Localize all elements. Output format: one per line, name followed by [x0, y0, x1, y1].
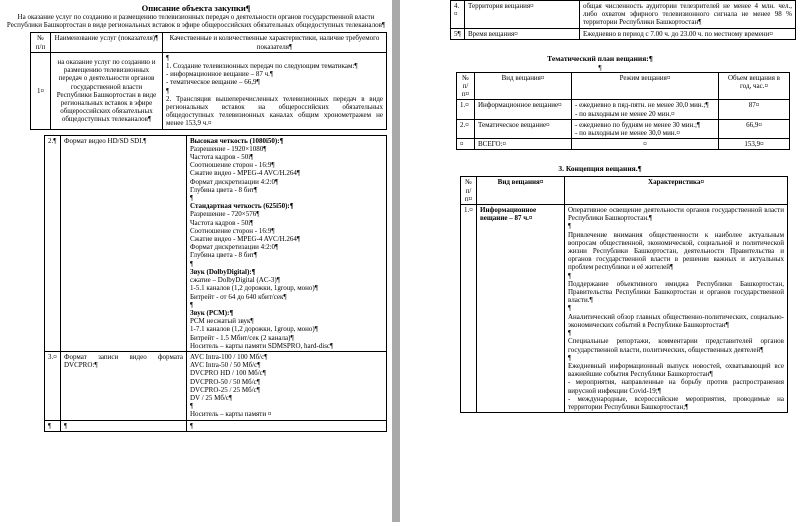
header-mode: Режим вещания¤ — [572, 72, 719, 100]
spec-line: DVCPRO-25 / 25 Мб/с¶ — [190, 385, 260, 394]
table-row — [31, 52, 387, 129]
cell-mark: ¶ — [61, 420, 187, 431]
concept-title: 3. Концепция вещания.¶ — [558, 164, 642, 174]
spec-line: Битрейт - 1.5 Мбит/сек (2 канала)¶ — [190, 333, 294, 342]
table-header-row — [31, 33, 387, 52]
spec-line: DVCPRO-50 / 50 Мб/с¶ — [190, 377, 260, 386]
header-kind: Вид вещания¤ — [475, 72, 572, 100]
header-characteristics: Характеристика¤ — [565, 177, 788, 205]
spec-line: ¶ — [190, 259, 194, 268]
text-paragraph: - мероприятия, направленные на борьбу против распространения вирусной инфекции Covid-19;¶ — [568, 378, 784, 395]
table-row — [457, 100, 790, 119]
row-kind: ВСЕГО:¤ — [475, 139, 572, 150]
table-header-row — [457, 72, 790, 100]
spec-line: AVC Intra-100 / 100 Мб/с¶ — [190, 352, 268, 361]
text-paragraph: ¶ — [166, 53, 170, 62]
header-num: № п/п¤ — [457, 72, 475, 100]
spec-line: Битрейт - от 64 до 640 кбит/сек¶ — [190, 292, 287, 301]
text-paragraph: 2. Трансляция вышеперечисленных телевизионных передач в виде региональных вставок на общероссийских обязательных общедоступных телевизионных каналах общим хронометражем не менее 153,9 ч.¤ — [166, 94, 383, 128]
row-kind: Информационное вещание – 87 ч.¤ — [477, 205, 565, 413]
row-value: Ежедневно в период с 7.00 ч. до 23.00 ч. по местному времени¤ — [580, 28, 796, 39]
spec-line: Частота кадров - 50i¶ — [190, 153, 254, 162]
text-paragraph: Привлечение внимания общественности к наиболее актуальным вопросам общественной, экономической, социальной и политической жизни Республики Башкортостан, деятельности Правительства и органов государственной власти в решении важных и актуальных проблем республики и её жителей¶ — [568, 230, 784, 272]
row-num: ¶ — [45, 420, 61, 431]
row-format-name: Формат записи видео формата DVCPRO:¶ — [61, 351, 187, 420]
row-num: 2.¶ — [45, 135, 61, 351]
spec-line: Частота кадров - 50i¶ — [190, 218, 254, 227]
spec-line: Соотношение сторон - 16:9¶ — [190, 226, 275, 235]
row-format-name: Формат видео HD/SD SDI.¶ — [61, 135, 187, 351]
header-num: № п/п¤ — [461, 177, 477, 205]
spec-line: 1-7.1 каналов (1,2 дорожки, 1group, моно)¶ — [190, 325, 318, 334]
row-format-specs — [187, 135, 387, 351]
header-volume: Объем вещания в год, час.¤ — [719, 72, 790, 100]
row-num: 2.¤ — [457, 119, 475, 138]
table-row — [457, 119, 790, 138]
table-row — [451, 28, 796, 39]
text-paragraph: Аналитический обзор главных общественно-политических, социально-экономических событий в Республике Башкортостан¶ — [568, 312, 784, 329]
row-format-specs — [187, 351, 387, 420]
text-paragraph: ¶ — [568, 222, 572, 231]
row-name: Территория вещания¤ — [465, 1, 580, 29]
row-characteristics — [565, 205, 788, 413]
spec-line: Сжатие видео - MPEG-4 AVC/H.264¶ — [190, 169, 301, 178]
row-num: 4.¤ — [451, 1, 465, 29]
spec-line: Носитель – карты памяти ¤ — [190, 410, 272, 419]
text-paragraph: ¶ — [568, 304, 572, 313]
spec-line: 1-5.1 каналов (1,2 дорожки, 1group, моно)¶ — [190, 284, 318, 293]
row-service-name: на оказание услуг по созданию и размещению телевизионных передач о деятельности органов государственной власти Республики Башкортостан в виде региональных вставок в эфире общероссийских обязательных общедоступных телеканалов¶ — [51, 52, 163, 129]
mode-line: - по выходным не менее 30,0 мин.¤ — [575, 129, 680, 138]
text-paragraph: Поддержание объективного имиджа Республики Башкортостан, Правительства Республики Башкортостан и органов государственной власти.¶ — [568, 279, 784, 305]
table-row — [457, 139, 790, 150]
document-page-left — [0, 0, 392, 522]
row-num: 1.¤ — [461, 205, 477, 413]
spec-line: Формат дискретизации 4:2:0¶ — [190, 243, 279, 252]
spec-line: Глубина цвета - 8 бит¶ — [190, 185, 258, 194]
header-num: № п/п — [31, 33, 51, 52]
row-volume: 87¤ — [719, 100, 790, 119]
row-kind: Информационное вещание¤ — [475, 100, 572, 119]
text-paragraph: ¶ — [568, 353, 572, 362]
row-num: 5¶ — [451, 28, 465, 39]
table-row — [451, 1, 796, 29]
row-num: 1¤ — [31, 52, 51, 129]
cell-mark: ¶ — [187, 420, 387, 431]
table-row — [45, 135, 387, 351]
spec-line: Звук (DolbyDigital):¶ — [190, 267, 256, 276]
text-paragraph: Специальные репортажи, комментарии представителей органов государственной власти, политических, общественных деятелей¶ — [568, 337, 784, 354]
text-paragraph: - информационное вещание – 87 ч.¶ — [166, 70, 274, 79]
spec-line: Формат дискретизации 4:2:0¶ — [190, 177, 279, 186]
broadcast-terms-table — [450, 0, 796, 40]
row-mode — [572, 100, 719, 119]
spec-line: ¶ — [190, 194, 194, 203]
header-service: Наименование услуг (показателя)¶ — [51, 33, 163, 52]
document-page-right — [400, 0, 800, 522]
header-characteristics: Качественные и количественные характеристики, наличие требуемого показателя¶ — [163, 33, 387, 52]
text-paragraph: - тематическое вещание – 66,9¶ — [166, 78, 260, 87]
table-row — [45, 351, 387, 420]
spec-line: Соотношение сторон - 16:9¶ — [190, 161, 275, 170]
intro-paragraph: На оказание услуг по созданию и размещению телевизионных передач о деятельности органов государственной власти Республики Башкортостан в виде региональных вставок в эфире общероссийских обязательных общедоступных телеканалов¶ — [6, 13, 386, 30]
spec-line: Разрешение - 1920×1080¶ — [190, 144, 267, 153]
row-volume: 153,9¤ — [719, 139, 790, 150]
mode-line: - по выходным не менее 20 мин.¤ — [575, 109, 675, 118]
table-row — [45, 420, 387, 431]
concept-table — [460, 176, 788, 413]
spec-line: Глубина цвета - 8 бит¶ — [190, 251, 258, 260]
text-paragraph: ¶ — [568, 329, 572, 338]
spec-line: AVC Intra-50 / 50 Мб/с¶ — [190, 361, 261, 370]
spec-line: Высокая четкость (1080i50):¶ — [190, 136, 284, 145]
spec-line: DV / 25 Мб/с¶ — [190, 393, 233, 402]
spec-line: Стандартная четкость (625i50):¶ — [190, 202, 294, 211]
spec-line: сжатие – DolbyDigital (AC-3)¶ — [190, 276, 280, 285]
header-kind: Вид вещания¤ — [477, 177, 565, 205]
row-kind: Тематическое вещание¤ — [475, 119, 572, 138]
row-volume: 66,9¤ — [719, 119, 790, 138]
row-value: общая численность аудитории телезрителей не менее 4 млн. чел., либо охватом эфирного телевизионного сигнала не менее 98 % территории Республики Башкортостан¶ — [580, 1, 796, 29]
text-paragraph: Ежедневный информационный выпуск новостей, охватывающий все важнейшие события Республики Башкортостан¶ — [568, 361, 784, 379]
mode-line: - ежедневно по будням не менее 30 мин.;¶ — [575, 120, 701, 129]
table-header-row — [461, 177, 788, 205]
thematic-plan-table — [456, 72, 790, 151]
row-mode — [572, 119, 719, 138]
services-table — [30, 32, 387, 129]
spec-line: Носитель – карты памяти SDMSPRO, hard-disc¶ — [190, 341, 334, 350]
formats-table — [44, 135, 387, 432]
text-paragraph: 1. Создание телевизионных передач по следующим тематикам:¶ — [166, 62, 358, 71]
row-num: 1.¤ — [457, 100, 475, 119]
text-paragraph: - международные, всероссийские мероприятия, проводимые на территории Республики Башкортостан;¶ — [568, 394, 784, 411]
page-title: Описание объекта закупки¶ — [141, 3, 251, 13]
text-paragraph: Оперативное освещение деятельности органов государственной власти Республики Башкортостан.¶ — [568, 206, 784, 223]
row-num: 3.¤ — [45, 351, 61, 420]
text-paragraph: ¶ — [166, 86, 170, 95]
mode-line: - ежедневно в пяд-пятн. не менее 30,0 мин.;¶ — [575, 101, 709, 110]
table-row — [461, 205, 788, 413]
row-num: ¤ — [457, 139, 475, 150]
row-mode: ¤ — [572, 139, 719, 150]
spec-line: PCM несжатый звук¶ — [190, 317, 254, 326]
spec-line: ¶ — [190, 300, 194, 309]
plan-subtitle: ¶ — [598, 63, 602, 72]
spec-line: Сжатие видео - MPEG-4 AVC/H.264¶ — [190, 235, 301, 244]
row-characteristics — [163, 52, 387, 129]
text-paragraph: ¶ — [568, 271, 572, 280]
spec-line: DVCPRO HD / 100 Мб/с¶ — [190, 369, 266, 378]
spec-line: ¶ — [190, 402, 194, 411]
row-name: Время вещания¤ — [465, 28, 580, 39]
plan-title: Тематический план вещания:¶ — [547, 53, 653, 63]
spec-line: Разрешение - 720×576¶ — [190, 210, 260, 219]
spec-line: Звук (PCM):¶ — [190, 308, 234, 317]
